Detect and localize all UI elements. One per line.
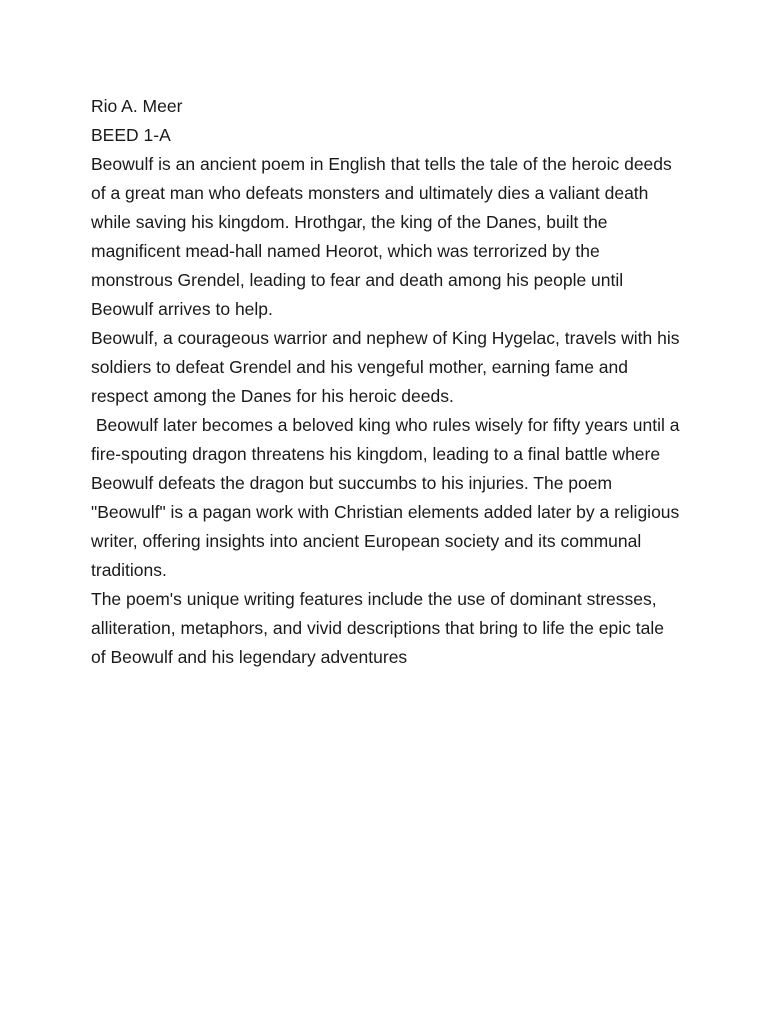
author-name: Rio A. Meer bbox=[91, 96, 183, 116]
paragraph-3: Beowulf later becomes a beloved king who rules wisely for fifty years until a fire-spouting dragon threatens his kingdom, leading to a final battle where Beowulf defeats the dragon but succumbs to his injuries. The poem "Beowulf" is a pagan work with Christian elements added later by a religious writer, offering insights into ancient European society and its communal traditions. bbox=[91, 415, 685, 580]
document-content bbox=[91, 92, 685, 672]
paragraph-2: Beowulf, a courageous warrior and nephew of King Hygelac, travels with his soldiers to defeat Grendel and his vengeful mother, earning fame and respect among the Danes for his heroic deeds. bbox=[91, 328, 685, 406]
paragraph-1: Beowulf is an ancient poem in English that tells the tale of the heroic deeds of a great man who defeats monsters and ultimately dies a valiant death while saving his kingdom. Hrothgar, the king of the Danes, built the magnificent mead-hall named Heorot, which was terrorized by the monstrous Grendel, leading to fear and death among his people until Beowulf arrives to help. bbox=[91, 154, 677, 319]
class-section: BEED 1-A bbox=[91, 125, 171, 145]
paragraph-4: The poem's unique writing features include the use of dominant stresses, alliteration, metaphors, and vivid descriptions that bring to life the epic tale of Beowulf and his legendary adventures bbox=[91, 589, 669, 667]
